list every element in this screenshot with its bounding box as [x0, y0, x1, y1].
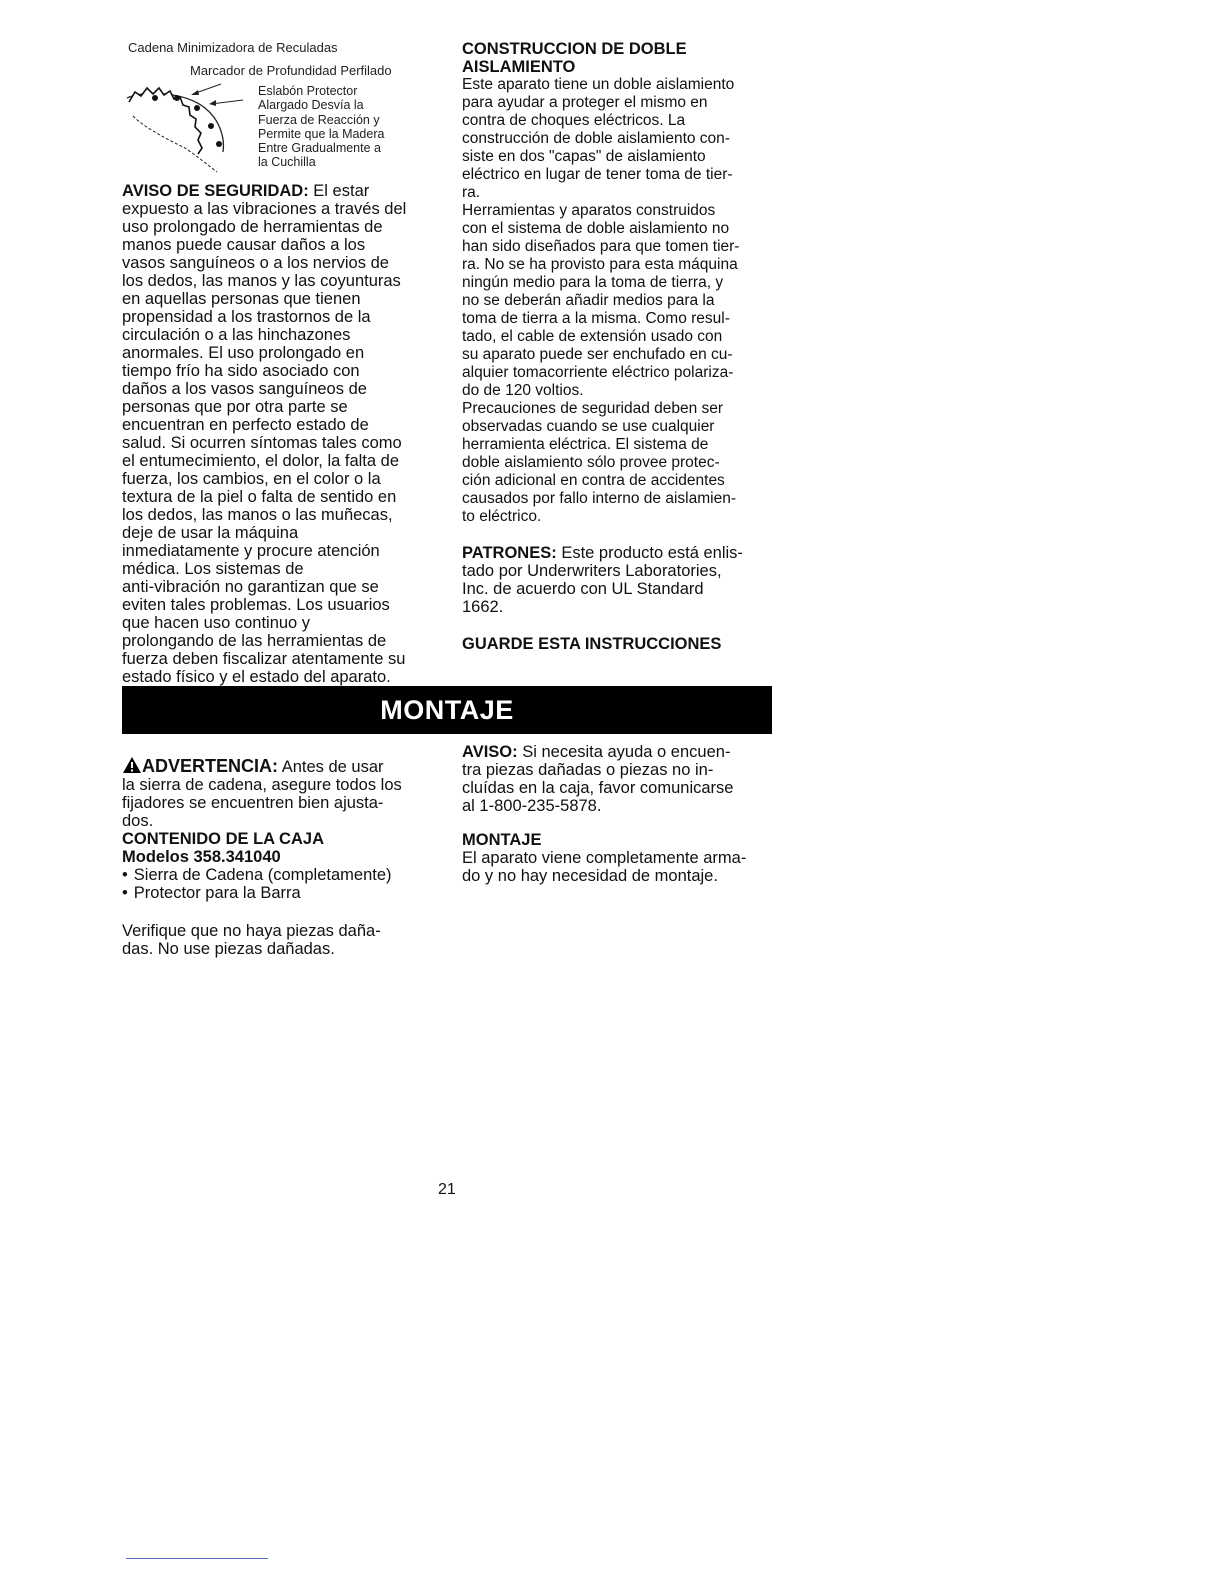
safety-notice-line: daños a los vasos sanguíneos de [122, 380, 367, 398]
label-guard-link-line: Permite que la Madera [258, 126, 385, 141]
double-insulation-heading: AISLAMIENTO [462, 58, 576, 76]
assembly-heading: MONTAJE [462, 831, 542, 849]
safety-notice-line: anti-vibración no garantizan que se [122, 578, 379, 596]
montaje-banner [122, 686, 772, 734]
double-insulation-line: observadas cuando se use cualquier [462, 418, 715, 435]
warning-section [122, 756, 437, 958]
double-insulation-line: Herramientas y aparatos construidos [462, 202, 716, 219]
safety-notice-line: uso prolongado de herramientas de [122, 218, 383, 236]
standards-heading: PATRONES: [462, 544, 557, 562]
label-chain: Cadena Minimizadora de Reculadas [128, 40, 338, 55]
box-contents-heading: CONTENIDO DE LA CAJA [122, 830, 324, 848]
warning-line: dos. [122, 812, 154, 830]
warning-line: Antes de usar [278, 758, 384, 776]
list-item: • Protector para la Barra [122, 884, 437, 902]
notice-line: cluídas en la caja, favor comunicarse [462, 779, 734, 797]
standards-line: Inc. de acuerdo con UL Standard [462, 580, 704, 598]
leader-arrow [209, 100, 216, 106]
double-insulation-line: ción adicional en contra de accidentes [462, 472, 725, 489]
safety-notice-line: prolongando de las herramientas de [122, 632, 387, 650]
label-guard-link-line: la Cuchilla [258, 155, 316, 170]
save-instructions-heading: GUARDE ESTA INSTRUCCIONES [462, 635, 722, 653]
notice-line: tra piezas dañadas o piezas no in- [462, 761, 714, 779]
double-insulation-line: con el sistema de doble aislamiento no [462, 220, 730, 237]
safety-notice-line: personas que por otra parte se [122, 398, 348, 416]
double-insulation-heading: CONSTRUCCION DE DOBLE [462, 40, 687, 58]
safety-notice-line: circulación o a las hinchazones [122, 326, 351, 344]
safety-notice-line: expuesto a las vibraciones a través del [122, 200, 407, 218]
double-insulation-line: Precauciones de seguridad deben ser [462, 400, 724, 417]
double-insulation-section [462, 40, 782, 526]
chain-rivet [174, 95, 180, 101]
label-guard-link-line: Alargado Desvía la [258, 98, 364, 113]
standards-line: Este producto está enlis- [556, 544, 743, 562]
double-insulation-line: para ayudar a proteger el mismo en [462, 94, 708, 111]
safety-notice-line: manos puede causar daños a los [122, 236, 366, 254]
double-insulation-line: Este aparato tiene un doble aislamiento [462, 76, 735, 93]
double-insulation-line: ningún medio para la toma de tierra, y [462, 274, 724, 291]
page-number: 21 [438, 1181, 456, 1198]
double-insulation-line: alquier tomacorriente eléctrico polariza- [462, 364, 734, 381]
safety-notice-line: fuerza, los cambios, en el color o la [122, 470, 381, 488]
label-guard-link [258, 84, 384, 170]
double-insulation-line: causados por fallo interno de aislamien- [462, 490, 736, 507]
label-guard-link-line: Fuerza de Reacción y [258, 112, 380, 127]
safety-notice-line: anormales. El uso prolongado en [122, 344, 365, 362]
list-item: • Sierra de Cadena (completamente) [122, 866, 437, 884]
warning-triangle-icon [122, 756, 142, 774]
safety-notice-line: los dedos, las manos y las coyunturas [122, 272, 401, 290]
warning-line: la sierra de cadena, asegure todos los [122, 776, 402, 794]
safety-notice-line: estado físico y el estado del aparato. [122, 668, 391, 686]
label-guard-link-line: Eslabón Protector [258, 84, 358, 98]
double-insulation-line: construcción de doble aislamiento con- [462, 130, 730, 147]
safety-notice-line: El estar [308, 182, 370, 200]
safety-notice-line: vasos sanguíneos o a los nervios de [122, 254, 389, 272]
label-guard-link-line: Entre Gradualmente a [258, 141, 381, 156]
chain-teeth [129, 88, 202, 154]
warning-heading: ADVERTENCIA: [142, 756, 279, 776]
safety-notice-line: que hacen uso continuo y [122, 614, 311, 632]
notice-line: al 1-800-235-5878. [462, 797, 602, 815]
double-insulation-line: ra. [462, 184, 481, 201]
safety-notice-line: eviten tales problemas. Los usuarios [122, 596, 390, 614]
double-insulation-line: contra de choques eléctricos. La [462, 112, 686, 129]
safety-notice-line: inmediatamente y procure atención [122, 542, 380, 560]
double-insulation-line: su aparato puede ser enchufado en cu- [462, 346, 733, 363]
safety-notice-line: textura de la piel o falta de sentido en [122, 488, 397, 506]
standards-section [462, 544, 782, 616]
footer-rule [126, 1558, 268, 1559]
chain-rivet [152, 95, 158, 101]
safety-notice-line: propensidad a los trastornos de la [122, 308, 371, 326]
warning-line: fijadores se encuentren bien ajusta- [122, 794, 384, 812]
double-insulation-line: to eléctrico. [462, 508, 542, 525]
safety-notice-line: fuerza deben fiscalizar atentamente su [122, 650, 406, 668]
safety-notice-line: en aquellas personas que tienen [122, 290, 361, 308]
double-insulation-line: ra. No se ha provisto para esta máquina [462, 256, 738, 273]
safety-notice-line: deje de usar la máquina [122, 524, 299, 542]
double-insulation-line: han sido diseñados para que tomen tier- [462, 238, 740, 255]
chain-rivet [194, 105, 200, 111]
label-depth-gauge: Marcador de Profundidad Perfilado [190, 63, 392, 78]
safety-notice [122, 182, 437, 686]
double-insulation-line: tado, el cable de extensión usado con [462, 328, 723, 345]
notice-line: Si necesita ayuda o encuen- [517, 743, 731, 761]
safety-notice-line: encuentran en perfecto estado de [122, 416, 369, 434]
double-insulation-line: doble aislamiento sólo provee protec- [462, 454, 720, 471]
standards-line: tado por Underwriters Laboratories, [462, 562, 722, 580]
double-insulation-line: eléctrico en lugar de tener toma de tier- [462, 166, 733, 183]
notice-section [462, 743, 782, 885]
safety-notice-line: salud. Si ocurren síntomas tales como [122, 434, 402, 452]
double-insulation-line: toma de tierra a la misma. Como resul- [462, 310, 730, 327]
double-insulation-line: do de 120 voltios. [462, 382, 584, 399]
double-insulation-line: siste en dos "capas" de aislamiento [462, 148, 706, 165]
box-contents-note-line: das. No use piezas dañadas. [122, 940, 335, 958]
chain-diagram-illustration [125, 78, 265, 178]
safety-notice-line: tiempo frío ha sido asociado con [122, 362, 360, 380]
safety-notice-heading: AVISO DE SEGURIDAD: [122, 182, 309, 200]
double-insulation-line: herramienta eléctrica. El sistema de [462, 436, 709, 453]
safety-notice-line: los dedos, las manos o las muñecas, [122, 506, 393, 524]
safety-notice-line: el entumecimiento, el dolor, la falta de [122, 452, 399, 470]
box-contents-model: Modelos 358.341040 [122, 848, 281, 866]
notice-heading: AVISO: [462, 743, 518, 761]
chain-rivet [216, 141, 222, 147]
assembly-line: do y no hay necesidad de montaje. [462, 867, 718, 885]
double-insulation-line: no se deberán añadir medios para la [462, 292, 715, 309]
box-contents-list [122, 866, 437, 902]
standards-line: 1662. [462, 598, 504, 616]
safety-notice-line: médica. Los sistemas de [122, 560, 304, 578]
chain-rivet [208, 123, 214, 129]
leader-arrow [191, 90, 199, 95]
banner-title: MONTAJE [380, 694, 514, 725]
assembly-line: El aparato viene completamente arma- [462, 849, 747, 867]
box-contents-note-line: Verifique que no haya piezas daña- [122, 922, 381, 940]
